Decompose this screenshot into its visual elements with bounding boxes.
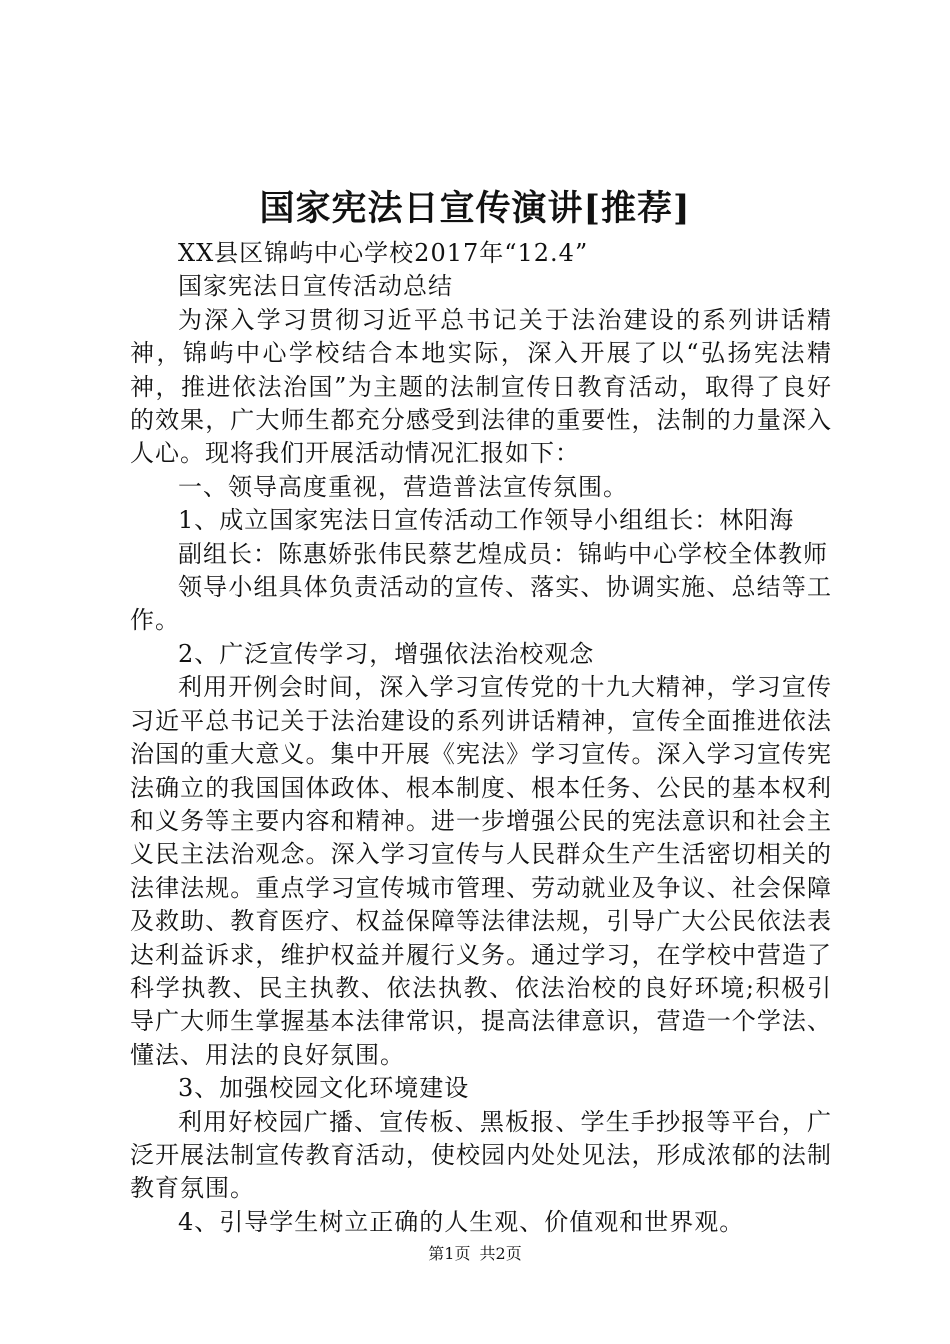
paragraph: 2、广泛宣传学习，增强依法治校观念 [178, 639, 595, 668]
paragraph: 1、成立国家宪法日宣传活动工作领导小组组长：林阳海 [178, 506, 795, 535]
page-total: 共2页 [479, 1244, 522, 1263]
page-footer [0, 1243, 950, 1265]
paragraph: 领导小组具体负责活动的宣传、落实、协调实施、总结等工作。 [130, 573, 832, 635]
paragraph: 3、加强校园文化环境建设 [178, 1074, 470, 1103]
page-number: 第1页 [428, 1244, 471, 1263]
paragraph: 副组长：陈惠娇张伟民蔡艺煌成员：锦屿中心学校全体教师 [178, 539, 828, 568]
document-body [130, 237, 832, 1239]
paragraph: 一、领导高度重视，营造普法宣传氛围。 [178, 472, 628, 501]
paragraph: 利用好校园广播、宣传板、黑板报、学生手抄报等平台，广泛开展法制宣传教育活动，使校园内处处见法，形成浓郁的法制教育氛围。 [130, 1107, 832, 1203]
document-title: 国家宪法日宣传演讲[推荐] [259, 188, 691, 229]
paragraph: 国家宪法日宣传活动总结 [178, 272, 453, 301]
paragraph: 利用开例会时间，深入学习宣传党的十九大精神，学习宣传习近平总书记关于法治建设的系列讲话精神，宣传全面推进依法治国的重大意义。集中开展《宪法》学习宣传。深入学习宣传宪法确立的我国国体政体、根本制度、根本任务、公民的基本权利和义务等主要内容和精神。进一步增强公民的宪法意识和社会主义民主法治观念。深入学习宣传与人民群众生产生活密切相关的法律法规。重点学习宣传城市管理、劳动就业及争议、社会保障及救助、教育医疗、权益保障等法律法规，引导广大公民依法表达利益诉求，维护权益并履行义务。通过学习，在学校中营造了科学执教、民主执教、依法执教、依法治校的良好环境;积极引导广大师生掌握基本法律常识，提高法律意识，营造一个学法、懂法、用法的良好氛围。 [130, 673, 832, 1069]
paragraph: XX县区锦屿中心学校2017年“12.4” [178, 239, 589, 267]
paragraph: 为深入学习贯彻习近平总书记关于法治建设的系列讲话精神，锦屿中心学校结合本地实际，深入开展了以“弘扬宪法精神，推进依法治国”为主题的法制宣传日教育活动，取得了良好的效果，广大师生都充分感受到法律的重要性，法制的力量深入人心。现将我们开展活动情况汇报如下： [130, 305, 832, 468]
paragraph: 4、引导学生树立正确的人生观、价值观和世界观。 [178, 1207, 745, 1236]
